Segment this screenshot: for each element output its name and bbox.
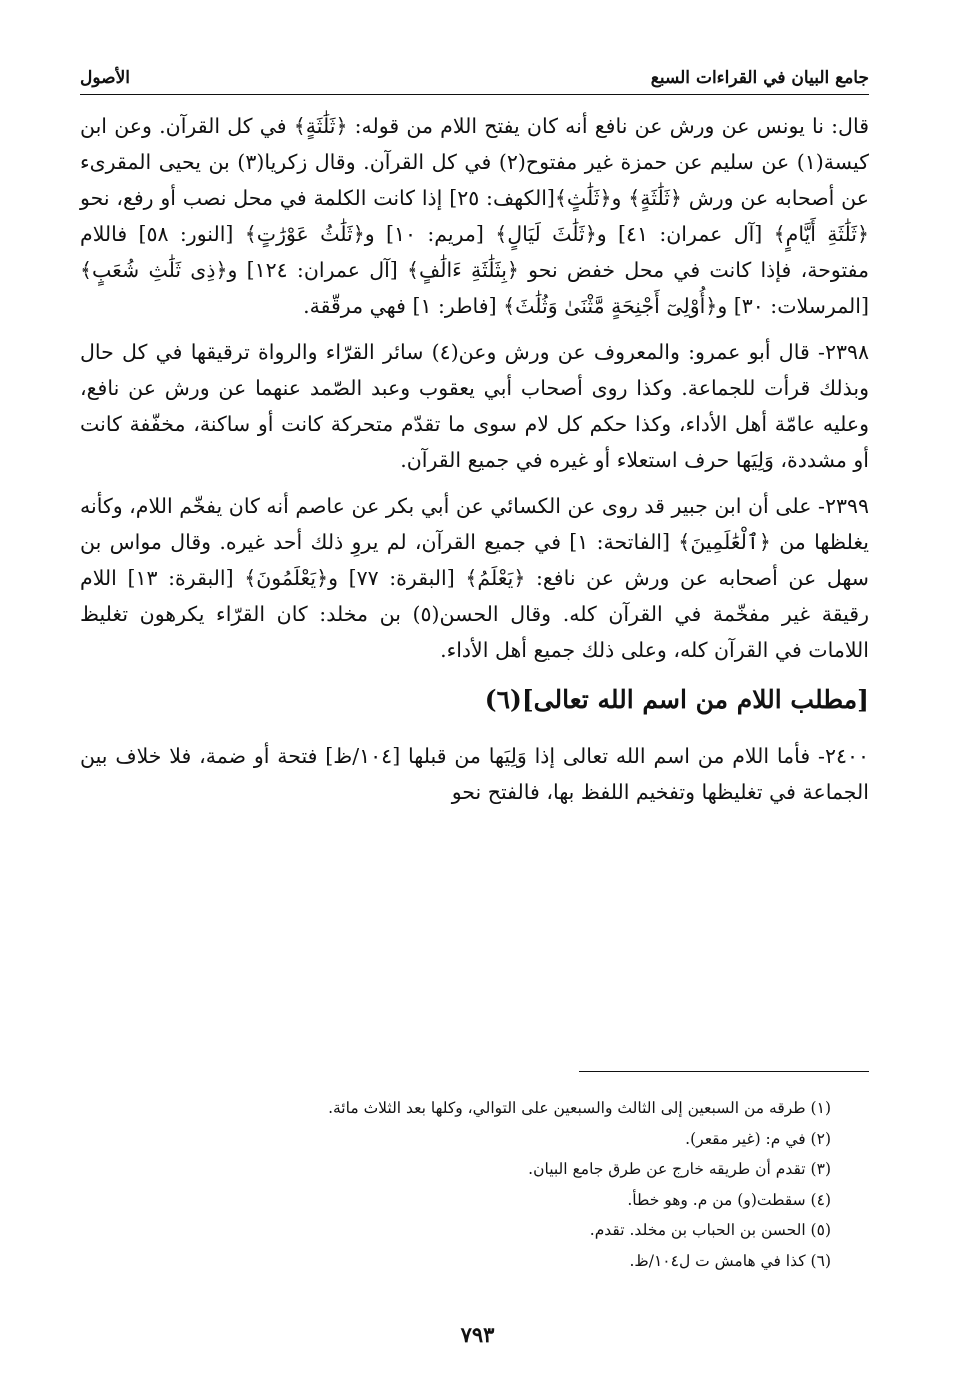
paragraph-continuation: قال: نا يونس عن ورش عن نافع أنه كان يفتح اللام من قوله: ﴿ثَلَٰثَةٍ﴾ في كل القرآن. وعن ابن كيسة(١) عن سليم عن حمزة غير مفتوح(٢) في كل القرآن. وقال زكريا(٣) بن يحيى المقرىء عن أصحابه عن ورش ﴿ثَلَٰثَةٍ﴾ و﴿ثَلَٰثٍ﴾[الكهف: ٢٥] إذا كانت الكلمة في محل نصب أو رفع، نحو ﴿ثَلَٰثَةِ أَيَّامٍ﴾ [آل عمران: ٤١] و﴿ثَلَٰثَ لَيَالٍ﴾ [مريم: ١٠] و﴿ثَلَٰثُ عَوْرَٰتٍ﴾ [النور: ٥٨] فاللام مفتوحة، فإذا كانت في محل خفض نحو ﴿بِثَلَٰثَةِ ءَالَٰفٍ﴾ [آل عمران: ١٢٤] و﴿ذِى ثَلَٰثِ شُعَبٍ﴾ [المرسلات: ٣٠] و﴿أُوْلِىٓ أَجْنِحَةٍ مَّثْنَىٰ وَثُلَٰثَ﴾ [فاطر: ١] فهي مرقّقة. <box>80 114 869 318</box>
paragraph-number: ٢٣٩٨- <box>818 340 869 364</box>
paragraph-number: ٢٤٠٠- <box>818 744 869 768</box>
footnote-4: (٤) سقطت(و) من م. وهو خطأ. <box>627 1190 831 1209</box>
paragraph-text: فأما اللام من اسم الله تعالى إذا وَلِيَها من قبلها [١٠٤/ظ] فتحة أو ضمة، فلا خلاف بين الجماعة في تغليظها وتفخيم اللفظ بها، فالفتح نحو <box>80 744 869 804</box>
footnote-2: (٢) في م: (غير مقعر). <box>685 1129 831 1148</box>
footnote-divider <box>579 1071 869 1072</box>
header-divider <box>80 94 869 95</box>
footnote-3: (٣) تقدم أن طريقه خارج عن طرق جامع البيان. <box>528 1160 831 1178</box>
section-heading: [مطلب اللام من اسم الله تعالى](٦) <box>484 685 869 714</box>
page-number: ٧٩٣ <box>460 1322 495 1347</box>
paragraph-text: على أن ابن جبير قد روى عن الكسائي عن أبي بكر عن عاصم أنه كان يفخّم اللام، وكأنه يغلظها من ﴿ٱلْعَٰلَمِينَ﴾ [الفاتحة: ١] في جميع القرآن، لم يروِ ذلك أحد غيره. وقال مواس بن سهل عن أصحابه عن ورش عن نافع: ﴿يَعْلَمُ﴾ [البقرة: ٧٧] و﴿يَعْلَمُونَ﴾ [البقرة: ١٣] اللام رقيقة غير مفخّمة في القرآن كله. وقال الحسن(٥) بن مخلد: كان القرّاء يكرهون تغليظ اللامات في القرآن كله، وعلى ذلك جميع أهل الأداء. <box>80 494 869 662</box>
footnote-5: (٥) الحسن بن الحباب بن مخلد. تقدم. <box>589 1221 831 1239</box>
main-text <box>80 108 869 820</box>
paragraph-2398 <box>80 334 869 478</box>
footnote-1: (١) طرقه من السبعين إلى الثالث والسبعين على التوالي، وكلها بعد الثلاث مائة. <box>328 1099 831 1117</box>
chapter-title: الأصول <box>80 68 130 88</box>
paragraph-text: قال أبو عمرو: والمعروف عن ورش وعن(٤) سائر القرّاء والرواة ترقيقها في كل حال وبذلك قرأت للجماعة. وكذا روى أصحاب أبي يعقوب وعبد الصّمد عنهما عن ورش عن نافع، وعليه عامّة أهل الأداء، وكذا حكم كل لام سوى ما تقدّم متحركة كانت أو ساكنة، مخفّفة كانت أو مشددة، وَلِيَها حرف استعلاء أو غيره في جميع القرآن. <box>80 340 869 472</box>
paragraph-2400 <box>80 738 869 810</box>
footnote-6: (٦) كذا في هامش ت ل١٠٤/ظ. <box>629 1251 831 1270</box>
paragraph-2399 <box>80 488 869 668</box>
paragraph-number: ٢٣٩٩- <box>818 494 869 518</box>
running-header <box>80 60 869 88</box>
footnotes-list <box>80 1093 831 1276</box>
book-title: جامع البيان في القراءات السبع <box>650 68 869 88</box>
